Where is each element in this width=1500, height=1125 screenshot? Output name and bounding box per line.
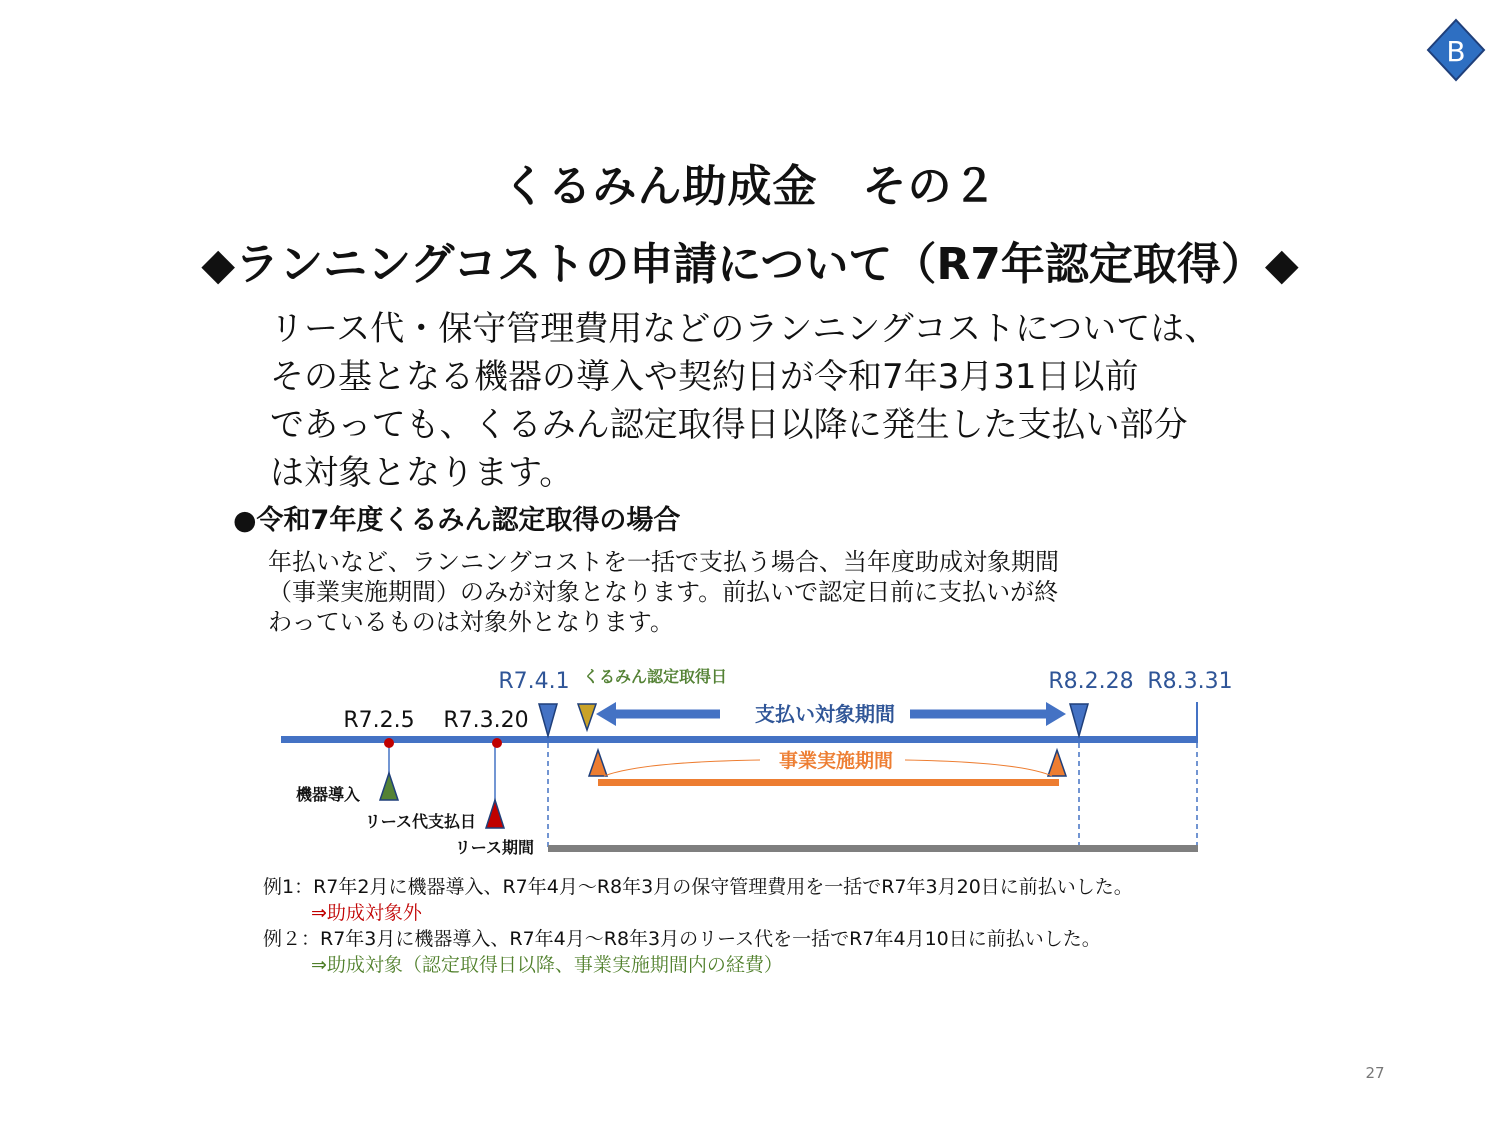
date-label-r7320: R7.3.20: [443, 708, 529, 733]
marker-r8228-icon: [1070, 704, 1088, 736]
project-start-marker-icon: [589, 750, 607, 776]
example-2-result: ⇒助成対象（認定取得日以降、事業実施期間内の経費）: [311, 954, 783, 976]
project-period-label: 事業実施期間: [778, 750, 894, 772]
payment-arrow-left-head-icon: [596, 702, 616, 726]
lease-payment-marker-icon: [486, 800, 504, 828]
certification-date-label: くるみん認定取得日: [582, 667, 728, 686]
device-intro-label: 機器導入: [295, 785, 360, 804]
date-label-r8331: R8.3.31: [1147, 669, 1233, 694]
payment-arrow-right-head-icon: [1046, 702, 1066, 726]
intro-text: [270, 305, 1370, 497]
lease-period-bar: [548, 845, 1198, 852]
description-line: わっているものは対象外となります。: [268, 608, 674, 636]
date-label-r725: R7.2.5: [343, 708, 415, 733]
marker-certification-icon: [578, 704, 596, 730]
payment-period-label: 支払い対象期間: [755, 702, 895, 726]
description-line: （事業実施期間）のみが対象となります。前払いで認定日前に支払いが終: [268, 578, 1059, 606]
b-diamond-badge-icon: [1425, 17, 1487, 83]
example-1-result: ⇒助成対象外: [311, 902, 422, 924]
date-label-r741: R7.4.1: [498, 669, 570, 694]
intro-line: であっても、くるみん認定取得日以降に発生した支払い部分: [270, 405, 1188, 445]
project-period-bar: [598, 779, 1059, 786]
marker-r741-icon: [539, 704, 557, 736]
lease-period-label: リース期間: [454, 838, 534, 857]
lease-payment-dot-icon: [492, 738, 502, 748]
badge-label: B: [1446, 35, 1466, 68]
date-label-r8228: R8.2.28: [1048, 669, 1134, 694]
section-heading: ●令和7年度くるみん認定取得の場合: [233, 505, 681, 536]
intro-line: は対象となります。: [270, 453, 574, 493]
example-2: 例２：R7年3月に機器導入、R7年4月～R8年3月のリース代を一括でR7年4月10日に前払いした。: [263, 928, 1101, 950]
timeline-diagram: [0, 650, 1500, 865]
device-intro-marker-icon: [380, 773, 398, 800]
section-description: [268, 547, 1059, 637]
timeline-axis: [281, 736, 1198, 743]
example-1: 例1：R7年2月に機器導入、R7年4月～R8年3月の保守管理費用を一括でR7年3月20日に前払いした。: [263, 876, 1133, 898]
page-subtitle: ◆ランニングコストの申請について（R7年認定取得）◆: [201, 239, 1299, 290]
intro-line: その基となる機器の導入や契約日が令和7年3月31日以前: [270, 357, 1139, 397]
project-end-marker-icon: [1048, 750, 1066, 776]
page-number: 27: [1365, 1064, 1385, 1082]
project-bracket-left: [604, 760, 760, 776]
intro-line: リース代・保守管理費用などのランニングコストについては、: [270, 309, 1219, 349]
examples-block: [263, 874, 1133, 978]
page-title: くるみん助成金 その２: [502, 161, 998, 212]
project-bracket-right: [905, 760, 1052, 776]
device-dot-icon: [384, 738, 394, 748]
description-line: 年払いなど、ランニングコストを一括で支払う場合、当年度助成対象期間: [268, 548, 1060, 576]
lease-payment-label: リース代支払日: [364, 812, 476, 831]
